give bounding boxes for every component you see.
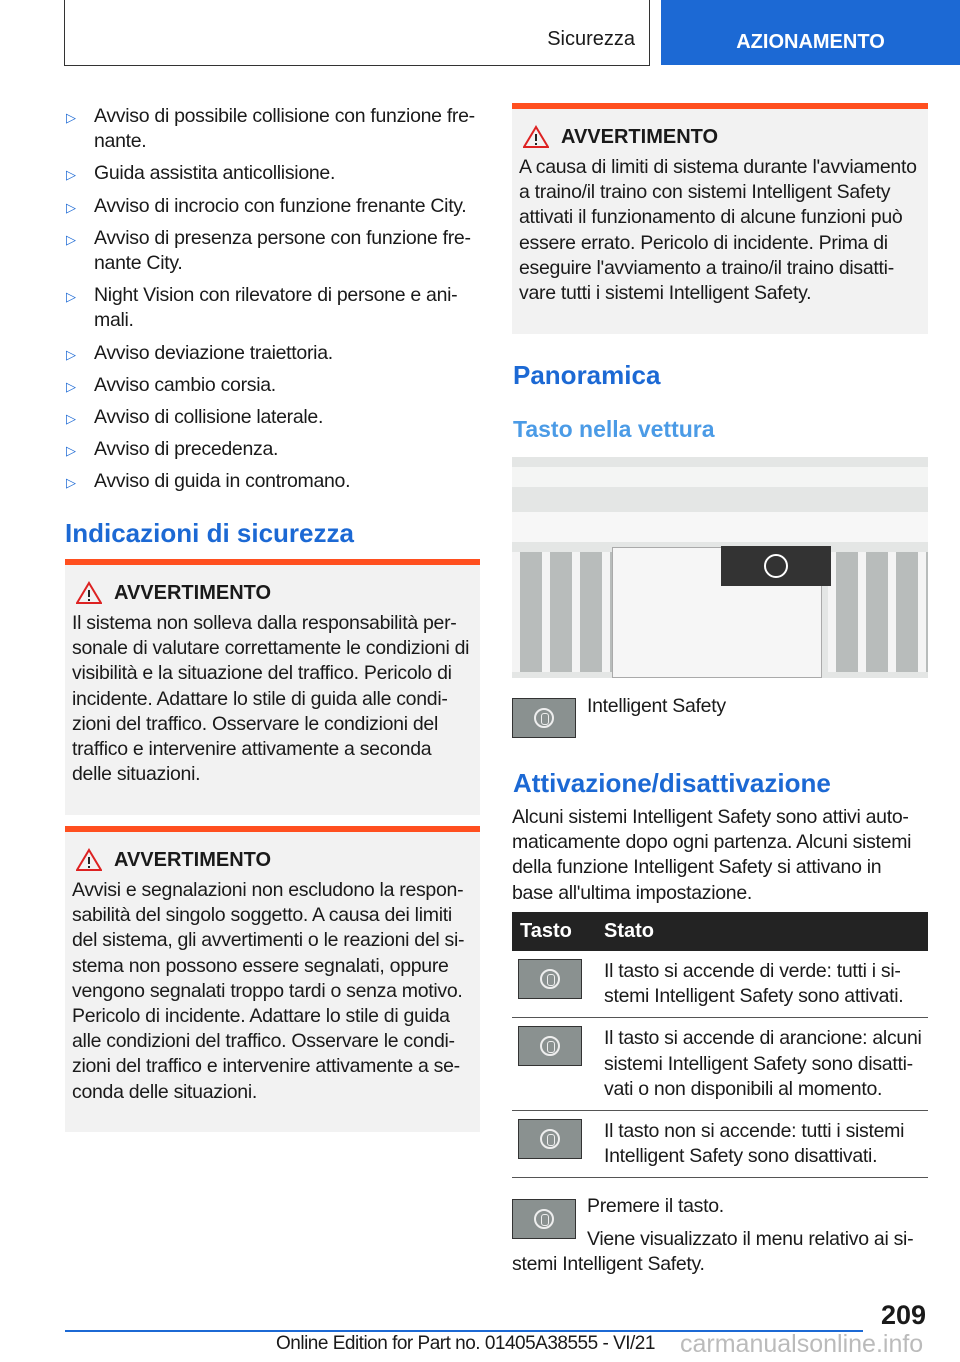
list-item-text: Avviso di possibile collisione con funzione fre- nante. — [94, 105, 475, 153]
col-header-key: Tasto — [512, 912, 596, 951]
triangle-bullet-icon: ▷ — [66, 411, 76, 427]
warning-title: AVVERTIMENTO — [561, 125, 719, 148]
triangle-bullet-icon: ▷ — [66, 289, 76, 305]
list-item — [66, 161, 486, 186]
triangle-bullet-icon: ▷ — [66, 378, 76, 394]
overview-heading: Panoramica — [513, 360, 661, 390]
warning-box-1 — [65, 559, 480, 815]
status-text: Il tasto si accende di verde: tutti i si- stemi Intelligent Safety sono attivati. — [596, 951, 928, 1018]
warning-icon — [76, 848, 102, 872]
page-number: 209 — [881, 1300, 927, 1330]
list-item-text: Avviso di collisione laterale. — [94, 406, 324, 429]
warning-box-2 — [65, 826, 480, 1132]
list-item — [66, 405, 486, 430]
intelligent-safety-icon — [512, 698, 576, 738]
table-row — [512, 1018, 928, 1111]
safety-heading: Indicazioni di sicurezza — [65, 518, 354, 548]
triangle-bullet-icon: ▷ — [66, 199, 76, 215]
intelligent-safety-icon — [518, 1026, 582, 1066]
list-item — [66, 226, 486, 276]
feature-list — [66, 104, 486, 502]
header-section: Sicurezza — [547, 28, 635, 50]
list-item — [66, 437, 486, 462]
edition-text: Online Edition for Part no. 01405A38555 - VI/21 — [276, 1333, 655, 1354]
press-text: Premere il tasto. — [587, 1195, 724, 1217]
warning-title: AVVERTIMENTO — [114, 581, 272, 604]
col-header-status: Stato — [596, 912, 928, 951]
list-item-text: Avviso di incrocio con funzione frenante City. — [94, 194, 467, 217]
table-row — [512, 951, 928, 1018]
triangle-bullet-icon: ▷ — [66, 443, 76, 459]
button-heading: Tasto nella vettura — [513, 416, 715, 442]
triangle-bullet-icon: ▷ — [66, 475, 76, 491]
warning-text: Il sistema non solleva dalla responsabilità per- sonale di valutare correttamente le condizioni di visibilità e la situazione del traffico. Pericolo di incidente. Adattare lo stile di guida alle condi- zioni del traffico. Osservare le condizioni del traffico e intervenire attivamente a seconda delle situazioni. — [72, 612, 470, 786]
list-item — [66, 373, 486, 398]
button-label: Intelligent Safety — [587, 695, 726, 717]
intelligent-safety-button — [721, 546, 831, 586]
list-item-text: Guida assistita anticollisione. — [94, 162, 336, 185]
intelligent-safety-icon — [518, 959, 582, 999]
triangle-bullet-icon: ▷ — [66, 346, 76, 362]
warning-text: A causa di limiti di sistema durante l'avviamento a traino/il traino con sistemi Intelligent Safety attivati il funzionamento di alcune funzioni può essere errato. Pericolo di incidente. Prima di eseguire l'avviamento a traino/il traino disatti- vare tutti i sistemi Intelligent Safety. — [519, 156, 917, 305]
table-row — [512, 1111, 928, 1178]
status-text: Il tasto non si accende: tutti i sistemi Intelligent Safety sono disattivati. — [596, 1111, 928, 1178]
list-item-text: Avviso di precedenza. — [94, 438, 279, 461]
list-item-text: Night Vision con rilevatore di persone e ani- mali. — [94, 284, 458, 332]
header-tab[interactable]: AZIONAMENTO — [661, 0, 960, 65]
list-item-text: Avviso deviazione traiettoria. — [94, 341, 333, 364]
triangle-bullet-icon: ▷ — [66, 167, 76, 183]
triangle-bullet-icon: ▷ — [66, 110, 76, 125]
list-item-text: Avviso cambio corsia. — [94, 373, 276, 396]
activation-text: Alcuni sistemi Intelligent Safety sono attivi auto- maticamente dopo ogni partenza. Alcuni sistemi della funzione Intelligent Safety si attivano in base all'ultima impostazione. — [512, 806, 912, 904]
list-item — [66, 194, 486, 219]
activation-heading: Attivazione/disattivazione — [513, 768, 831, 798]
warning-icon — [523, 125, 549, 149]
warning-box-3 — [512, 103, 928, 334]
dashboard-illustration — [512, 457, 928, 678]
status-table — [512, 912, 928, 1178]
list-item — [66, 104, 486, 154]
list-item-text: Avviso di guida in contromano. — [94, 470, 351, 493]
list-item — [66, 283, 486, 333]
watermark: carmanualsonline.info — [680, 1330, 924, 1358]
intelligent-safety-icon — [518, 1119, 582, 1159]
list-item-text: Avviso di presenza persone con funzione fre- nante City. — [94, 226, 471, 275]
list-item — [66, 469, 486, 494]
warning-icon — [76, 581, 102, 605]
warning-text: Avvisi e segnalazioni non escludono la respon- sabilità del singolo soggetto. A causa dei limiti del sistema, gli avvertimenti o le reazioni del si- stema non possono essere segnalati, oppure vengono segnalati troppo tardi o senza motivo. Pericolo di incidente. Adattare lo stile di guida alle condizioni del traffico. Osservare le condi- zioni del traffico e intervenire attivamente a se- conda delle situazioni. — [72, 879, 465, 1103]
status-text: Il tasto si accende di arancione: alcuni sistemi Intelligent Safety sono disatti- vati o non disponibili al momento. — [596, 1018, 928, 1111]
menu-text: Viene visualizzato il menu relativo ai si- stemi Intelligent Safety. — [512, 1228, 914, 1276]
triangle-bullet-icon: ▷ — [66, 231, 76, 247]
warning-title: AVVERTIMENTO — [114, 848, 272, 871]
list-item — [66, 341, 486, 366]
